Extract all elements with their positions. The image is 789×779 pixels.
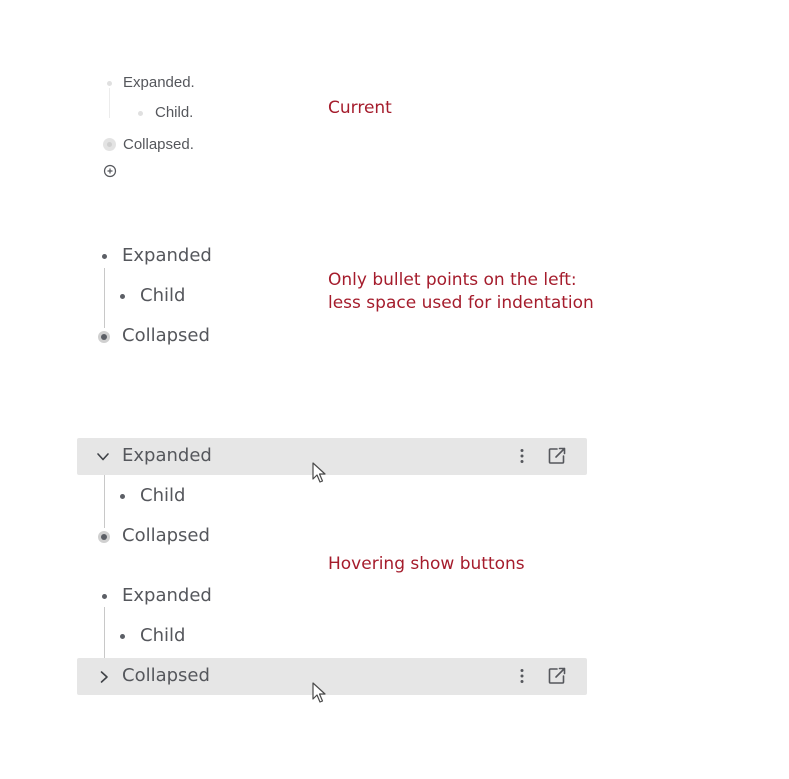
indent-guide <box>104 475 105 528</box>
outline-item-child[interactable]: Child <box>140 485 186 506</box>
collapsed-bullet-icon[interactable] <box>103 138 116 151</box>
bullet-icon[interactable] <box>120 494 125 499</box>
more-vertical-icon[interactable] <box>514 667 530 685</box>
outline-item-collapsed[interactable]: Collapsed. <box>123 136 194 153</box>
outline-item-collapsed[interactable]: Collapsed <box>122 665 210 686</box>
indent-guide <box>104 268 105 328</box>
indent-guide <box>109 88 110 118</box>
bullet-icon[interactable] <box>102 594 107 599</box>
bullet-icon[interactable] <box>107 81 112 86</box>
outline-item-collapsed[interactable]: Collapsed <box>122 525 210 546</box>
add-circle-icon[interactable] <box>103 164 117 178</box>
outline-item-child[interactable]: Child. <box>155 104 194 121</box>
collapsed-bullet-icon[interactable] <box>98 331 110 343</box>
annotation-current: Current <box>328 98 392 118</box>
chevron-down-icon[interactable] <box>96 451 110 463</box>
chevron-right-icon[interactable] <box>98 670 110 684</box>
outline-item-child[interactable]: Child <box>140 625 186 646</box>
outline-item-expanded[interactable]: Expanded <box>122 445 212 466</box>
annotation-proposal-line-1: Only bullet points on the left: <box>328 270 577 290</box>
annotation-proposal-line-2: less space used for indentation <box>328 293 594 313</box>
outline-item-collapsed[interactable]: Collapsed <box>122 325 210 346</box>
bullet-icon[interactable] <box>138 111 143 116</box>
more-vertical-icon[interactable] <box>514 447 530 465</box>
outline-item-expanded[interactable]: Expanded <box>122 245 212 266</box>
mouse-cursor-icon <box>311 461 327 485</box>
indent-guide <box>104 607 105 658</box>
bullet-icon[interactable] <box>120 294 125 299</box>
mouse-cursor-icon <box>311 681 327 705</box>
external-link-icon[interactable] <box>547 666 567 686</box>
collapsed-bullet-icon[interactable] <box>98 531 110 543</box>
external-link-icon[interactable] <box>547 446 567 466</box>
outline-item-expanded[interactable]: Expanded <box>122 585 212 606</box>
outline-item-child[interactable]: Child <box>140 285 186 306</box>
outline-item-expanded[interactable]: Expanded. <box>123 74 195 91</box>
annotation-hover: Hovering show buttons <box>328 554 525 574</box>
bullet-icon[interactable] <box>102 254 107 259</box>
bullet-icon[interactable] <box>120 634 125 639</box>
